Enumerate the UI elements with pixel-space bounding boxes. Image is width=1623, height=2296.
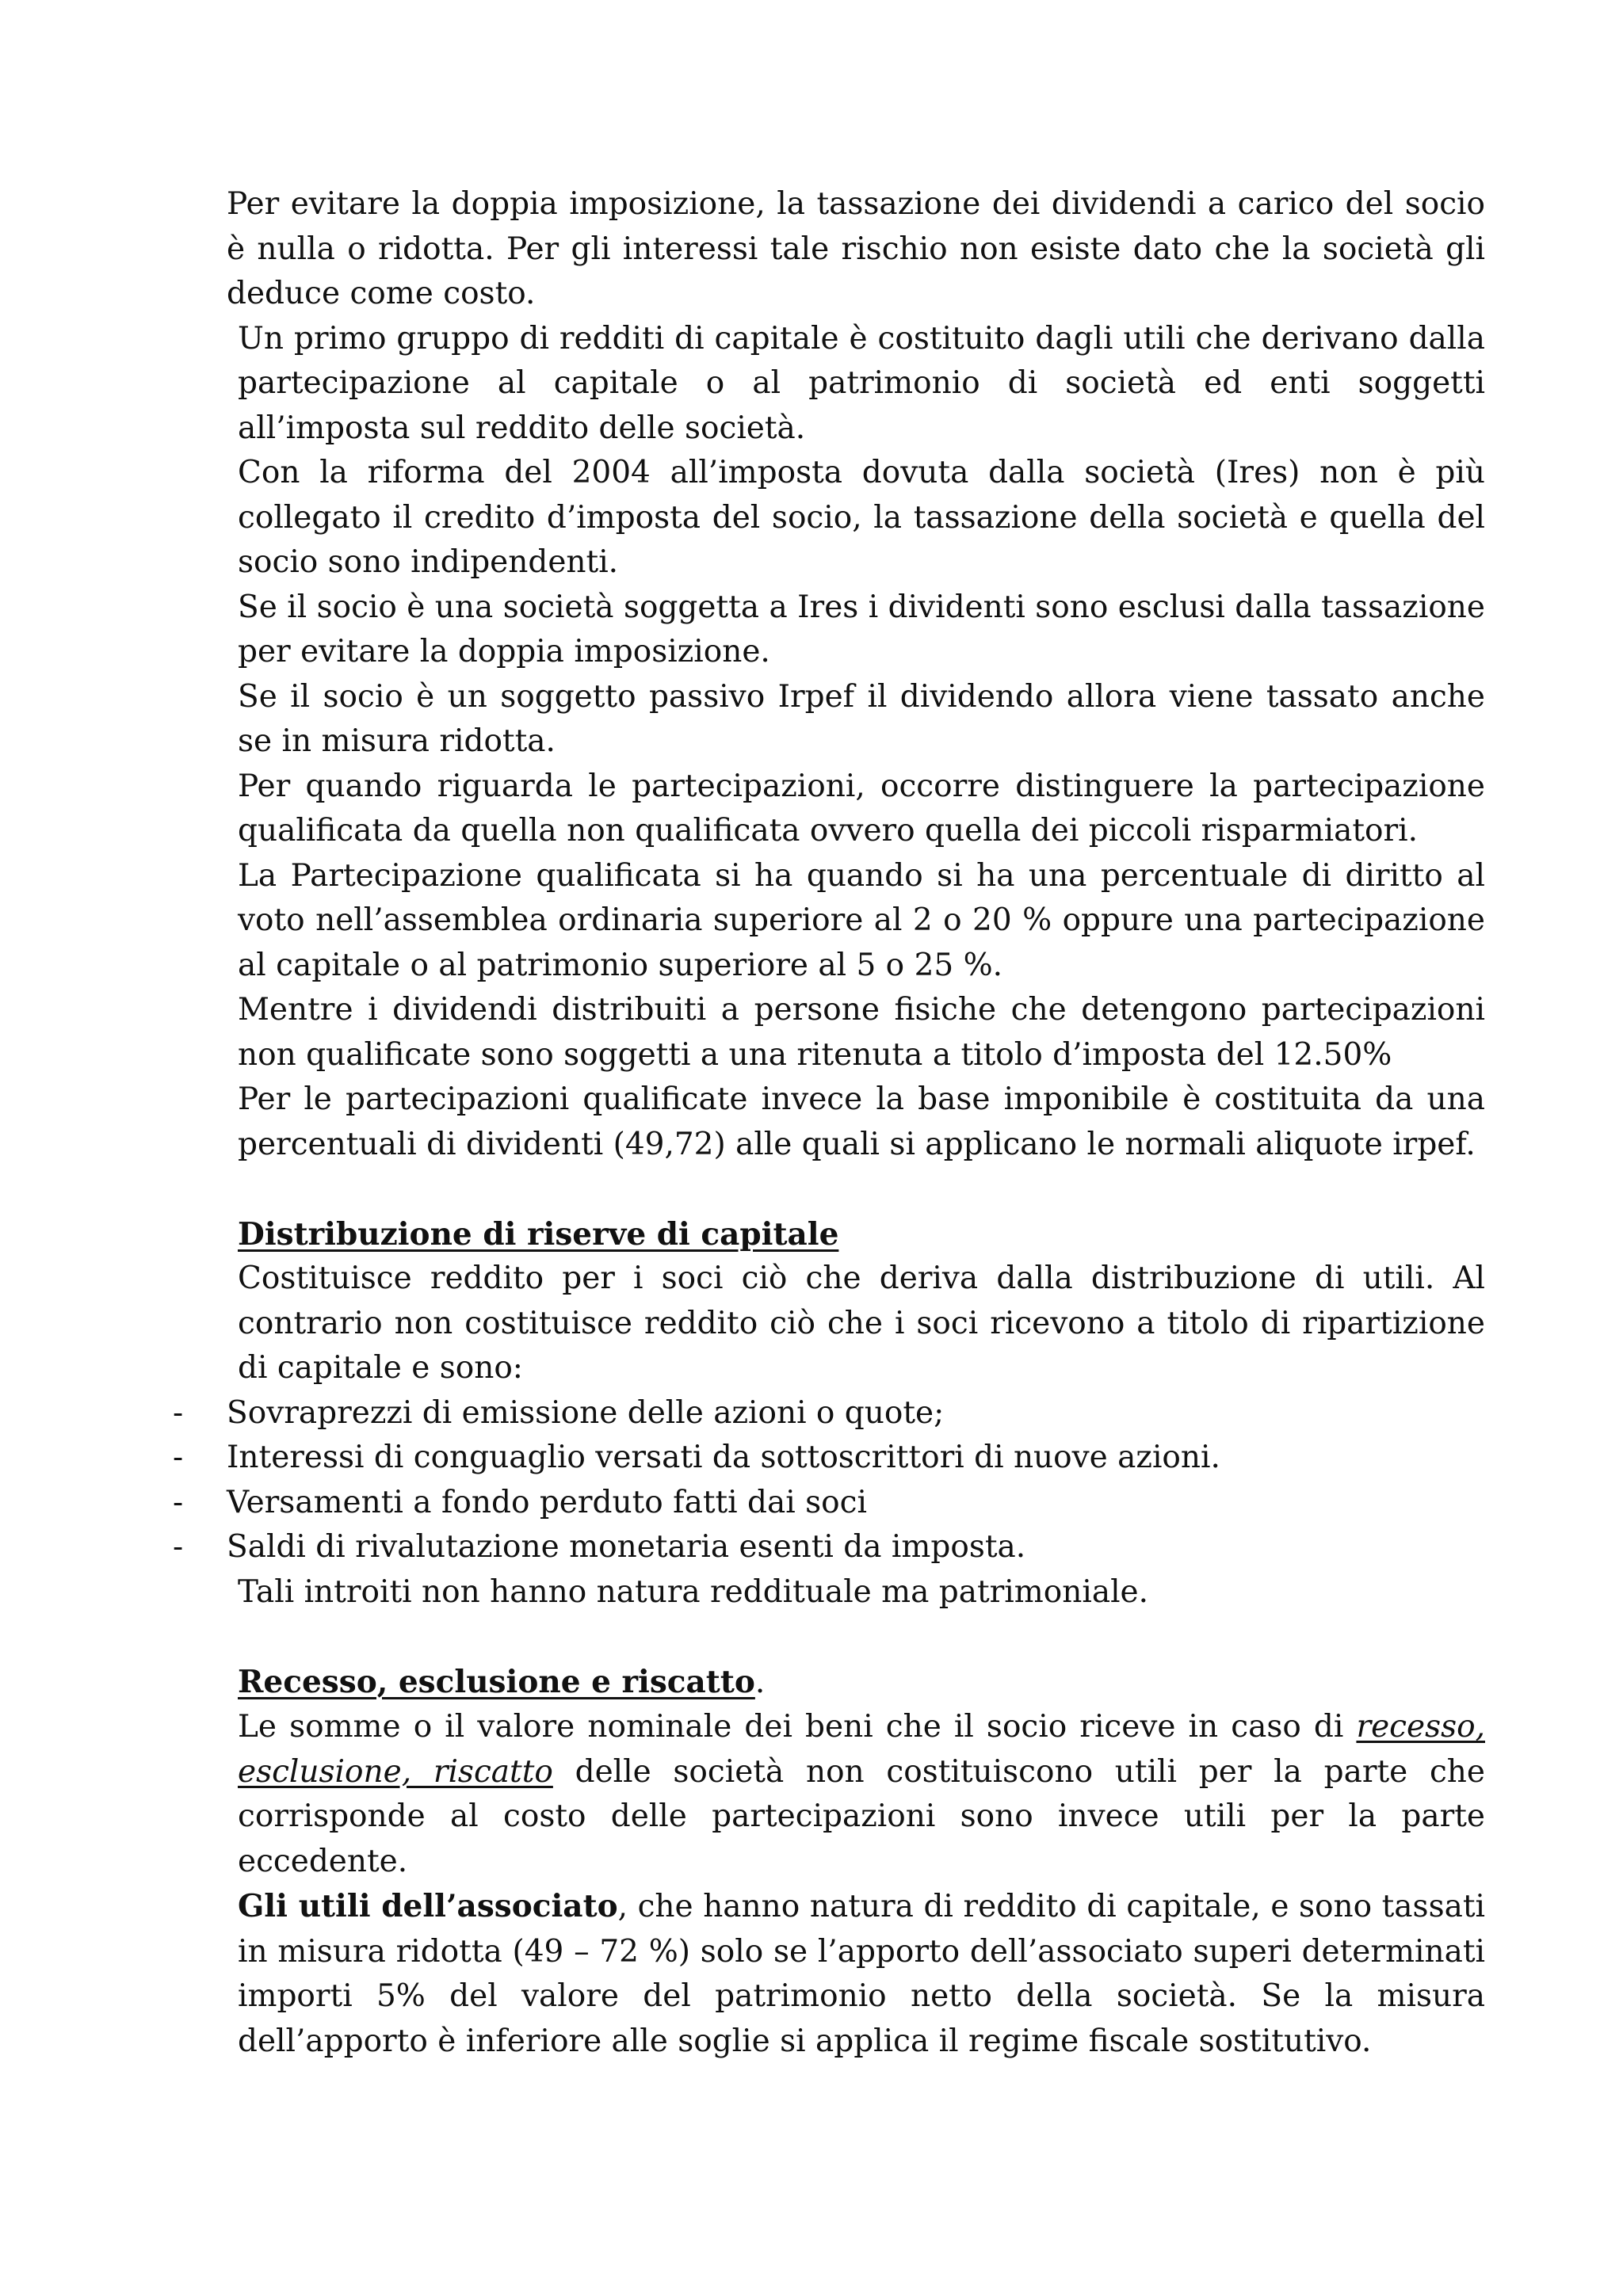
list-item-text: Interessi di conguaglio versati da sottoscrittori di nuove azioni. [227,1440,1220,1475]
emphasized-text: recesso, esclusione, riscatto [238,1709,1485,1790]
paragraph: Costituisce reddito per i soci ciò che deriva dalla distribuzione di utili. Al contrario non costituisce reddito ciò che i soci ricevono a titolo di ripartizione di capitale e sono: [238,1261,1485,1386]
paragraph: Per quando riguarda le partecipazioni, occorre distinguere la partecipazione qualificata da quella non qualificata ovvero quella dei piccoli risparmiatori. [238,768,1485,849]
section-heading-recesso [227,1660,1485,1706]
dash-bullet: - [173,1484,184,1520]
heading-period: . [754,1664,766,1700]
paragraph: Se il socio è una società soggetta a Ires i dividenti sono esclusi dalla tassazione per evitare la doppia imposizione. [238,589,1485,669]
text-run: delle società non costituiscono utili per la parte che corrisponde al costo delle partecipazioni sono invece utili per la parte eccedente. [238,1753,1485,1879]
list-item-text: Versamenti a fondo perduto fatti dai soci [227,1484,867,1520]
paragraph: Se il socio è un soggetto passivo Irpef il dividendo allora viene tassato anche se in misura ridotta. [238,678,1485,759]
list-item [173,1436,1485,1481]
paragraph: Un primo gruppo di redditi di capitale è costituito dagli utili che derivano dalla partecipazione al capitale o al patrimonio di società ed enti soggetti all’imposta sul reddito delle società. [238,320,1485,446]
paragraph [227,1705,1485,1884]
bullet-list [173,1391,1485,1570]
list-item-text: Saldi di rivalutazione monetaria esenti da imposta. [227,1529,1026,1565]
list-item [173,1391,1485,1436]
text-run: Le somme o il valore nominale dei beni che il socio riceve in caso di [238,1709,1357,1745]
list-item-text: Sovraprezzi di emissione delle azioni o quote; [227,1394,945,1431]
dash-bullet: - [173,1440,184,1475]
section-heading-text: Distribuzione di riserve di capitale [238,1215,839,1253]
paragraph: La Partecipazione qualificata si ha quando si ha una percentuale di diritto al voto nell’assemblea ordinaria superiore al 2 o 20 % oppure una partecipazione al capitale o al patrimonio superiore al 5 o 25 %. [238,857,1485,983]
paragraph: Tali introiti non hanno natura reddituale ma patrimoniale. [238,1573,1149,1610]
paragraph [227,1884,1485,2064]
dash-bullet: - [173,1529,184,1565]
document-body [173,182,1485,2064]
list-item [173,1525,1485,1570]
section-heading-capitale [227,1212,1485,1257]
bold-text: Gli utili dell’associato [238,1888,618,1924]
list-item [173,1481,1485,1526]
text-run: , che hanno natura di reddito di capitale, e sono tassati in misura ridotta (49 – 72 %) solo se l’apporto dell’associato superi determinati importi 5% del valore del patrimonio netto della società. Se la misura dell’apporto è inferiore alle soglie si applica il regime fiscale sostitutivo. [238,1889,1485,2059]
paragraph: Mentre i dividendi distribuiti a persone fisiche che detengono partecipazioni non qualificate sono soggetti a una ritenuta a titolo d’imposta del 12.50% [238,992,1485,1073]
paragraph: Per evitare la doppia imposizione, la tassazione dei dividendi a carico del socio è nulla o ridotta. Per gli interessi tale rischio non esiste dato che la società gli deduce come costo. [227,186,1485,311]
paragraph: Per le partecipazioni qualificate invece la base imponibile è costituita da una percentuali di dividenti (49,72) alle quali si applicano le normali aliquote irpef. [238,1081,1485,1162]
paragraph: Con la riforma del 2004 all’imposta dovuta dalla società (Ires) non è più collegato il credito d’imposta del socio, la tassazione della società e quella del socio sono indipendenti. [238,455,1485,580]
section-heading-text: Recesso, esclusione e riscatto [238,1663,755,1700]
dash-bullet: - [173,1394,184,1431]
